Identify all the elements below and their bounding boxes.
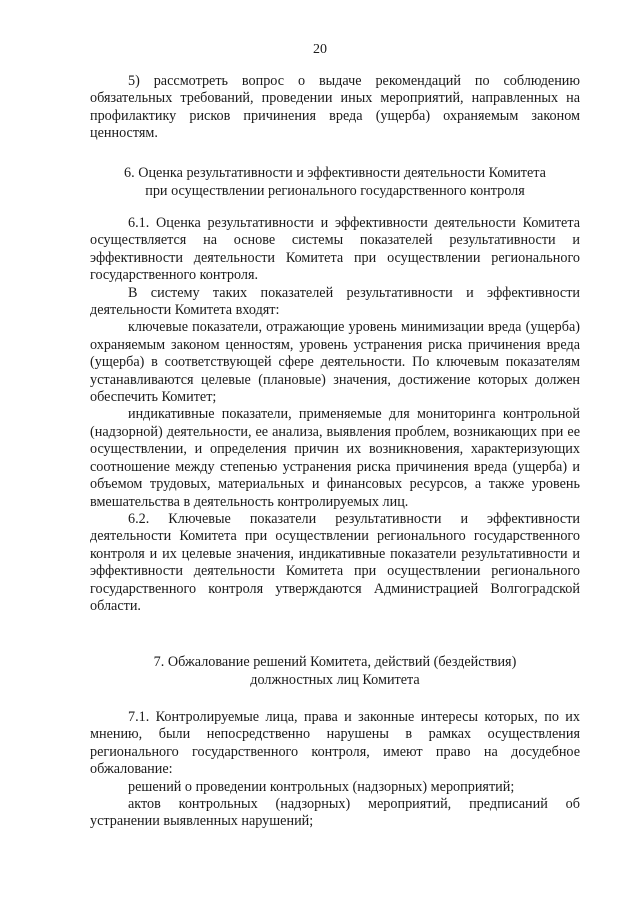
section-6-body: [90, 215, 580, 615]
heading-line: должностных лиц Комитета: [250, 672, 420, 688]
page-number: 20: [313, 42, 327, 57]
section-7-heading: [90, 653, 580, 689]
paragraph-key-indicators: ключевые показатели, отражающие уровень минимизации вреда (ущерба) охраняемым законом ценностям, уровень устранения риска причинения вреда (ущерба) в соответствующей сфере деятельности. По ключевым показателям устанавливаются целевые (плановые) значения, достижение которых должен обеспечить Комитет;: [90, 319, 580, 406]
paragraph-indicator-system: В систему таких показателей результативности и эффективности деятельности Комитета входят:: [90, 284, 580, 319]
paragraph-6-2: 6.2. Ключевые показатели результативности и эффективности деятельности Комитета при осуществлении регионального государственного контроля и их целевые значения, индикативные показатели результативности и эффективности деятельности Комитета при осуществлении регионального государственного контроля утверждаются Администрацией Волгоградской области.: [90, 510, 580, 614]
heading-line: при осуществлении регионального государственного контроля: [145, 183, 525, 199]
paragraph-item-5: 5) рассмотреть вопрос о выдаче рекомендаций по соблюдению обязательных требований, проведении иных мероприятий, направленных на профилактику рисков причинения вреда (ущерба) охраняемым законом ценностям.: [90, 73, 580, 142]
paragraph-acts: актов контрольных (надзорных) мероприятий, предписаний об устранении выявленных нарушений;: [90, 796, 580, 830]
section-6-heading: [90, 164, 580, 200]
paragraph-decisions: решений о проведении контрольных (надзорных) мероприятий;: [128, 778, 515, 795]
heading-line: 7. Обжалование решений Комитета, действий (бездействия): [153, 654, 517, 670]
section-heading: [90, 164, 580, 200]
section-7-body: [90, 709, 580, 831]
section-heading: [90, 653, 580, 689]
paragraph-6-1: 6.1. Оценка результативности и эффективности деятельности Комитета осуществляется на основе системы показателей результативности и эффективности деятельности Комитета при осуществлении регионального государственного контроля.: [90, 215, 580, 284]
paragraph-indicative-indicators: индикативные показатели, применяемые для мониторинга контрольной (надзорной) деятельности, ее анализа, выявления проблем, возникающих при ее осуществлении, и определения причин их возникновения, характеризующих соотношение между степенью устранения риска причинения вреда (ущерба) и объемом трудовых, материальных и финансовых ресурсов, а также уровень вмешательства в деятельность контролируемых лиц.: [90, 406, 580, 510]
heading-line: 6. Оценка результативности и эффективности деятельности Комитета: [124, 165, 546, 181]
item-5-block: [90, 73, 580, 143]
paragraph-7-1: 7.1. Контролируемые лица, права и законные интересы которых, по их мнению, были непосредственно нарушены в рамках осуществления регионального государственного контроля, имеют право на досудебное обжалование:: [90, 709, 580, 778]
